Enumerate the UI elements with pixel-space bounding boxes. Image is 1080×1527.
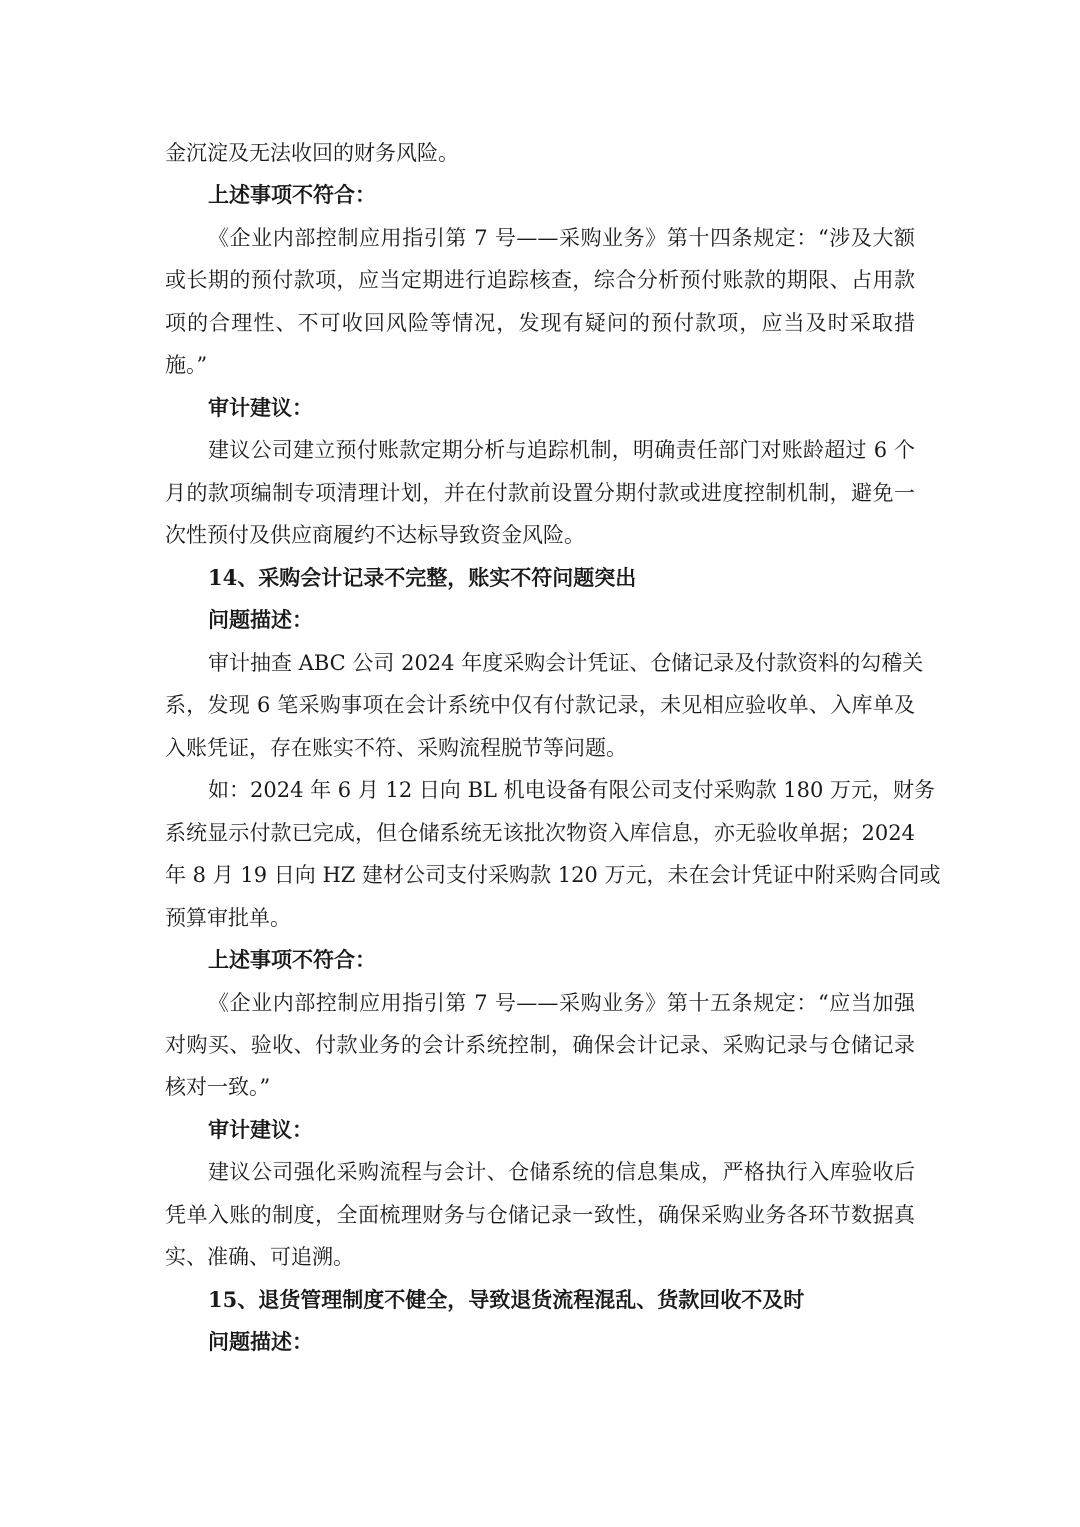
regulation-line: 《企业内部控制应用指引第 7 号——采购业务》第十四条规定：“涉及大额 bbox=[208, 226, 915, 250]
heading-noncompliance: 上述事项不符合： bbox=[208, 182, 376, 207]
regulation-line: 或长期的预付款项，应当定期进行追踪核查，综合分析预付账款的期限、占用款 bbox=[165, 268, 915, 292]
example-line: 如：2024 年 6 月 12 日向 BL 机电设备有限公司支付采购款 180 万元，财务 bbox=[208, 778, 936, 802]
heading-audit-suggestion: 审计建议： bbox=[208, 1117, 313, 1142]
regulation-line: 对购买、验收、付款业务的会计系统控制，确保会计记录、采购记录与仓储记录 bbox=[165, 1033, 915, 1057]
regulation-line: 核对一致。” bbox=[165, 1075, 271, 1099]
heading-audit-suggestion: 审计建议： bbox=[208, 395, 313, 420]
description-line: 入账凭证，存在账实不符、采购流程脱节等问题。 bbox=[165, 736, 627, 760]
suggestion-line: 建议公司强化采购流程与会计、仓储系统的信息集成，严格执行入库验收后 bbox=[208, 1160, 915, 1184]
regulation-line: 《企业内部控制应用指引第 7 号——采购业务》第十五条规定：“应当加强 bbox=[208, 991, 915, 1015]
suggestion-line: 建议公司建立预付账款定期分析与追踪机制，明确责任部门对账龄超过 6 个 bbox=[208, 438, 915, 462]
suggestion-line: 实、准确、可追溯。 bbox=[165, 1245, 354, 1269]
example-line: 预算审批单。 bbox=[165, 906, 291, 930]
regulation-line: 项的合理性、不可收回风险等情况，发现有疑问的预付款项，应当及时采取措 bbox=[165, 311, 915, 335]
example-line: 年 8 月 19 日向 HZ 建材公司支付采购款 120 万元，未在会计凭证中附采购合同或 bbox=[165, 863, 941, 887]
description-line: 审计抽查 ABC 公司 2024 年度采购会计凭证、仓储记录及付款资料的勾稽关 bbox=[208, 651, 924, 675]
section-heading-14: 14、采购会计记录不完整，账实不符问题突出 bbox=[208, 565, 637, 590]
suggestion-line: 月的款项编制专项清理计划，并在付款前设置分期付款或进度控制机制，避免一 bbox=[165, 481, 915, 505]
paragraph-line: 金沉淀及无法收回的财务风险。 bbox=[165, 141, 459, 165]
suggestion-line: 次性预付及供应商履约不达标导致资金风险。 bbox=[165, 523, 585, 547]
section-heading-15: 15、退货管理制度不健全，导致退货流程混乱、货款回收不及时 bbox=[208, 1287, 805, 1312]
heading-problem-description: 问题描述： bbox=[208, 607, 313, 632]
suggestion-line: 凭单入账的制度，全面梳理财务与仓储记录一致性，确保采购业务各环节数据真 bbox=[165, 1203, 915, 1227]
description-line: 系，发现 6 笔采购事项在会计系统中仅有付款记录，未见相应验收单、入库单及 bbox=[165, 693, 915, 717]
example-line: 系统显示付款已完成，但仓储系统无该批次物资入库信息，亦无验收单据；2024 bbox=[165, 821, 915, 845]
heading-problem-description: 问题描述： bbox=[208, 1329, 313, 1354]
regulation-line: 施。” bbox=[165, 353, 208, 377]
heading-noncompliance: 上述事项不符合： bbox=[208, 947, 376, 972]
